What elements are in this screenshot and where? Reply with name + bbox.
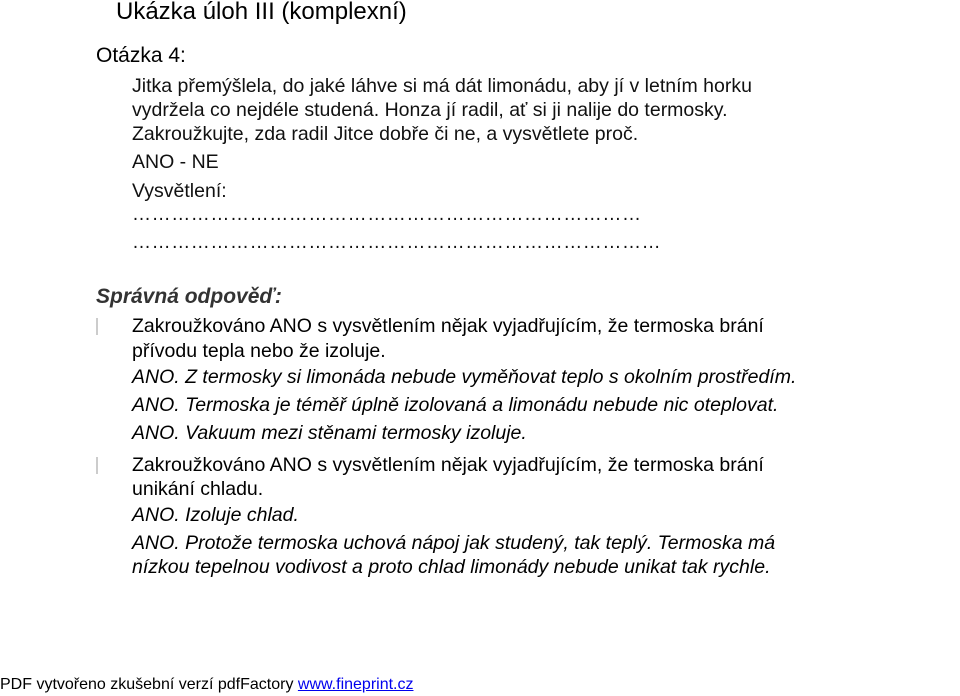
question-label: Otázka 4:: [96, 44, 186, 67]
answer-criterion-line: Zakroužkováno ANO s vysvětlením nějak vyjadřujícím, že termoska brání: [132, 315, 764, 337]
correct-answer-heading: Správná odpověď:: [96, 285, 282, 308]
footer-link[interactable]: www.fineprint.cz: [297, 676, 414, 693]
answer-criterion-line: přívodu tepla nebo že izoluje.: [132, 340, 386, 362]
page-title: Ukázka úloh III (komplexní): [116, 0, 407, 25]
bullet-marker: [96, 318, 98, 335]
answer-criterion-line: Zakroužkováno ANO s vysvětlením nějak vyjadřujícím, že termoska brání: [132, 454, 764, 476]
answer-blank-line-2: ………………………………………………………………………: [132, 232, 662, 253]
bullet-marker: [96, 457, 98, 474]
question-text-line: vydržela co nejdéle studená. Honza jí radil, ať si ji nalije do termosky.: [132, 99, 728, 121]
answer-blank-line-1: ……………………………………………………………………: [132, 204, 642, 225]
footer-text: PDF vytvořeno zkušební verzí pdfFactory: [0, 676, 298, 693]
answer-choices: ANO - NE: [132, 151, 219, 173]
question-text-line: Zakroužkujte, zda radil Jitce dobře či ne, a vysvětlete proč.: [132, 123, 639, 145]
answer-criterion-line: unikání chladu.: [132, 478, 264, 500]
example-answer: ANO. Izoluje chlad.: [132, 504, 299, 526]
example-answer: nízkou tepelnou vodivost a proto chlad limonády nebude unikat tak rychle.: [132, 556, 771, 578]
example-answer: ANO. Protože termoska uchová nápoj jak studený, tak teplý. Termoska má: [132, 532, 776, 554]
example-answer: ANO. Vakuum mezi stěnami termosky izoluje.: [132, 422, 527, 444]
question-text-line: Jitka přemýšlela, do jaké láhve si má dát limonádu, aby jí v letním horku: [132, 75, 752, 97]
example-answer: ANO. Termoska je téměř úplně izolovaná a limonádu nebude nic oteplovat.: [132, 394, 779, 416]
example-answer: ANO. Z termosky si limonáda nebude vyměňovat teplo s okolním prostředím.: [132, 366, 797, 388]
footer-watermark: [0, 674, 413, 696]
explanation-label: Vysvětlení:: [132, 180, 227, 202]
